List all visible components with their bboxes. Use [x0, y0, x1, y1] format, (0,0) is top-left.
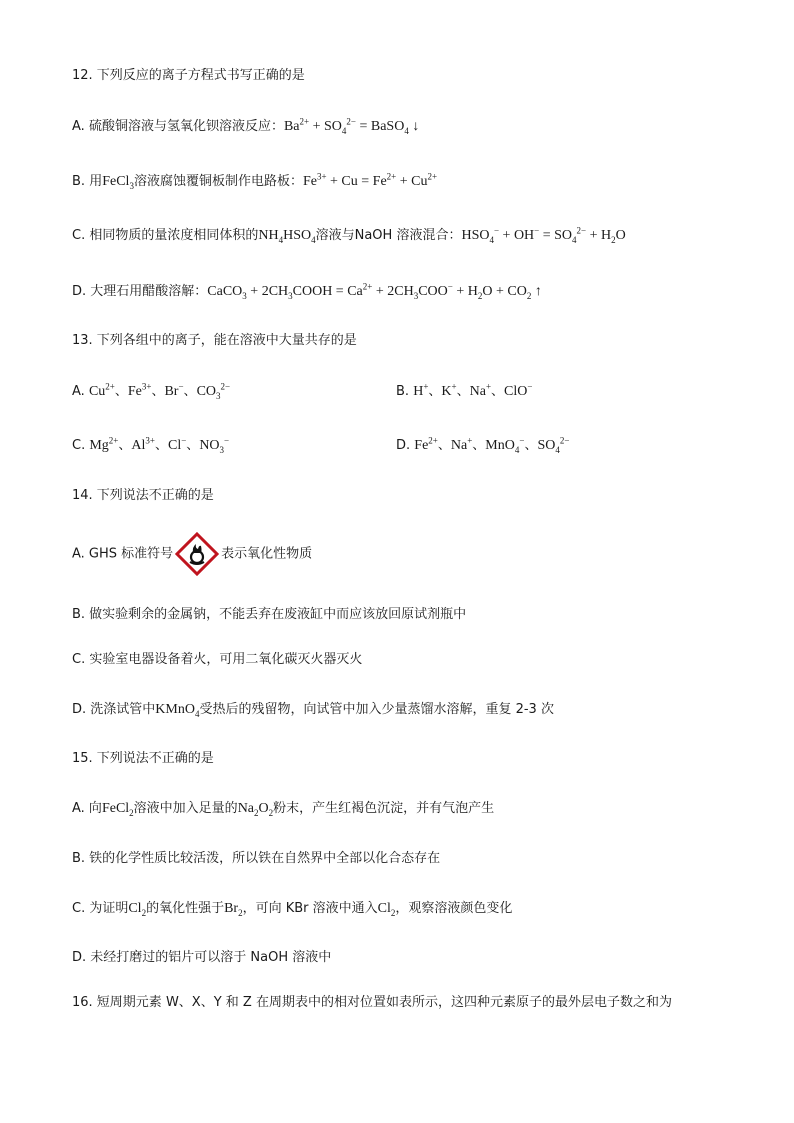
q12-stem: 12. 下列反应的离子方程式书写正确的是	[72, 68, 305, 83]
equation: $Fe^{3+} + Cu = Fe^{2+} + Cu^{2+}$	[302, 171, 438, 189]
q13-option-a[interactable]: A. $Cu^{2+}$、$Fe^{3+}$、Br−、$CO_3^{2-}$	[72, 381, 231, 401]
q13-option-d[interactable]: D. $Fe^{2+}$、Na+、MnO$_4$−、$SO_4^{2-}$	[396, 435, 570, 455]
q15-option-a[interactable]: A. 向FeCl$_2$溶液中加入足量的$Na_2O_2$粉末，产生红褐色沉淀，并有气泡产生	[72, 801, 495, 818]
q15-option-c[interactable]: C. 为证明$Cl_2$的氧化性强于$Br_2$，可向 KBr 溶液中通入$Cl_2$，观察溶液颜色变化	[72, 901, 513, 918]
q12-option-d[interactable]: D. 大理石用醋酸溶解：CaCO$_3$ + $2CH_3COOH = Ca^{2+} + 2CH_3COO^- + H_2O + CO_2$ ↑	[72, 281, 542, 301]
q14-option-c[interactable]: C. 实验室电器设备着火，可用二氧化碳灭火器灭火	[72, 652, 363, 667]
q15-option-b[interactable]: B. 铁的化学性质比较活泼，所以铁在自然界中全部以化合态存在	[72, 851, 441, 866]
q13-option-b[interactable]: B. H+、K+、Na+、ClO−	[396, 381, 533, 399]
q16-stem: 16. 短周期元素 W、X、Y 和 Z 在周期表中的相对位置如表所示，这四种元素原子的最外层电子数之和为	[72, 995, 672, 1010]
q12-option-c[interactable]: C. 相同物质的量浓度相同体积的$NH_4HSO_4$溶液与NaOH 溶液混合：$HSO_4^- + OH^- = SO_4^{2-} + H_2O$	[72, 225, 626, 245]
flame-over-circle-icon	[175, 544, 219, 564]
q14-option-b[interactable]: B. 做实验剩余的金属钠，不能丢弃在废液缸中而应该放回原试剂瓶中	[72, 607, 467, 622]
q15-option-d[interactable]: D. 未经打磨过的铝片可以溶于 NaOH 溶液中	[72, 950, 332, 965]
equation: $Ba^{2+} + SO_4^{2-}$ = BaSO$_4$ ↓	[283, 116, 420, 136]
q13-option-c[interactable]: C. $Mg^{2+}$、$Al^{3+}$、Cl−、$NO_3^-$	[72, 435, 230, 455]
equation: $HSO_4^- + OH^- = SO_4^{2-} + H_2O$	[461, 225, 626, 245]
q13-stem: 13. 下列各组中的离子，能在溶液中大量共存的是	[72, 333, 357, 348]
equation: CaCO$_3$ + $2CH_3COOH = Ca^{2+} + 2CH_3COO^- + H_2O + CO_2$ ↑	[207, 281, 542, 301]
q14-option-a[interactable]: A. GHS 标准符号 表示氧化性物质	[72, 544, 312, 565]
q12-option-b[interactable]: B. 用FeCl$_3$溶液腐蚀覆铜板制作电路板：$Fe^{3+} + Cu = Fe^{2+} + Cu^{2+}$	[72, 171, 438, 191]
q15-stem: 15. 下列说法不正确的是	[72, 751, 214, 766]
q14-stem: 14. 下列说法不正确的是	[72, 488, 214, 503]
q14-option-d[interactable]: D. 洗涤试管中KMnO$_4$受热后的残留物，向试管中加入少量蒸馏水溶解，重复 2-3 次	[72, 702, 554, 719]
q12-option-a[interactable]: A. 硫酸铜溶液与氢氧化钡溶液反应：$Ba^{2+} + SO_4^{2-}$ = BaSO$_4$ ↓	[72, 116, 420, 136]
